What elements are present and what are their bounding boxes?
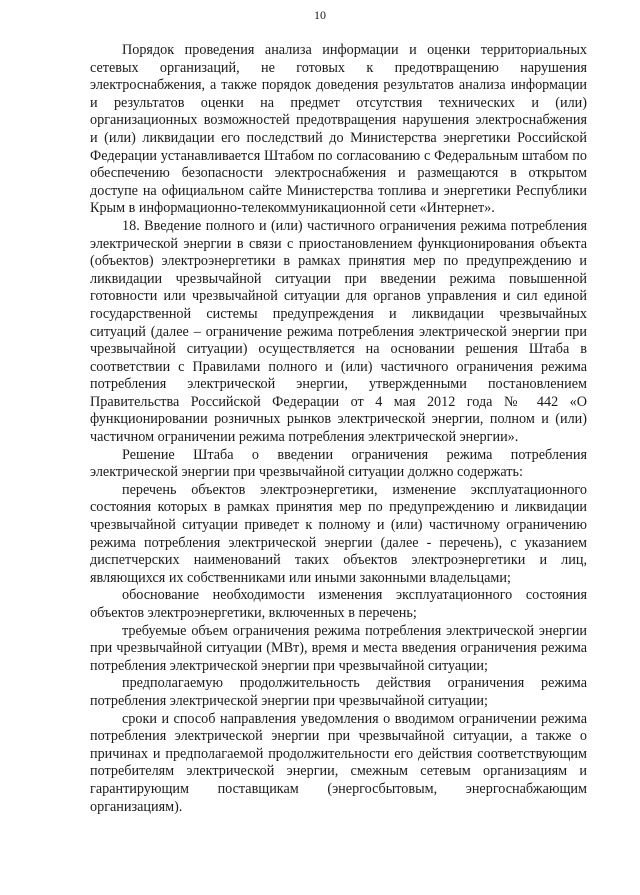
list-item-duration: предполагаемую продолжительность действия ограничения режима потребления электрической энергии при чрезвычайной ситуации; (90, 675, 587, 709)
list-item-objects-list: перечень объектов электроэнергетики, изменение эксплуатационного состояния которых в рамках принятия мер по предупреждению и ликвидации чрезвычайной ситуации приведет к полному и (или) частичному ограничению режима потребления электрической энергии (далее - перечень), с указанием диспетчерских наименований таких объектов электроэнергетики и лиц, являющихся их собственниками или иными законными владельцами; (90, 481, 587, 586)
page-number: 10 (314, 8, 326, 22)
document-body (90, 42, 587, 816)
paragraph-analysis-procedure: Порядок проведения анализа информации и оценки территориальных сетевых организаций, не готовых к предотвращению нарушения электроснабжения, а также порядок доведения результатов анализа информации и результатов оценки на предмет отсутствия технических и (или) организационных возможностей предотвращения нарушения электроснабжения и (или) ликвидации его последствий до Министерства энергетики Российской Федерации устанавливается Штабом по согласованию с Федеральным штабом по обеспечению безопасности электроснабжения и размещаются в открытом доступе на официальном сайте Министерства топлива и энергетики Республики Крым в информационно-телекоммуникационной сети «Интернет». (90, 42, 587, 217)
list-item-justification: обоснование необходимости изменения эксплуатационного состояния объектов электроэнергетики, включенных в перечень; (90, 587, 587, 621)
list-item-notification: сроки и способ направления уведомления о вводимом ограничении режима потребления электрической энергии при чрезвычайной ситуации, а также о причинах и предполагаемой продолжительности его действия соответствующим потребителям электрической энергии, смежным сетевым организациям и гарантирующим поставщикам (энергосбытовым, энергоснабжающим организациям). (90, 710, 587, 815)
paragraph-item-18: 18. Введение полного и (или) частичного ограничения режима потребления электрической энергии в связи с приостановлением функционирования объекта (объектов) электроэнергетики в рамках принятия мер по предупреждению и ликвидации чрезвычайной ситуации при введении режима повышенной готовности или чрезвычайной ситуации для органов управления и сил единой государственной системы предупреждения и ликвидации чрезвычайных ситуаций (далее – ограничение режима потребления электрической энергии при чрезвычайной ситуации) осуществляется на основании решения Штаба в соответствии с Правилами полного и (или) частичного ограничения режима потребления электрической энергии, утвержденными постановлением Правительства Российской Федерации от 4 мая 2012 года № 442 «О функционировании розничных рынков электрической энергии, полном и (или) частичном ограничении режима потребления электрической энергии». (90, 217, 587, 446)
paragraph-decision-contents: Решение Штаба о введении ограничения режима потребления электрической энергии при чрезвычайной ситуации должно содержать: (90, 446, 587, 481)
list-item-required-volume: требуемые объем ограничения режима потребления электрической энергии при чрезвычайной ситуации (МВт), время и места введения ограничения режима потребления электрической энергии при чрезвычайной ситуации; (90, 622, 587, 674)
